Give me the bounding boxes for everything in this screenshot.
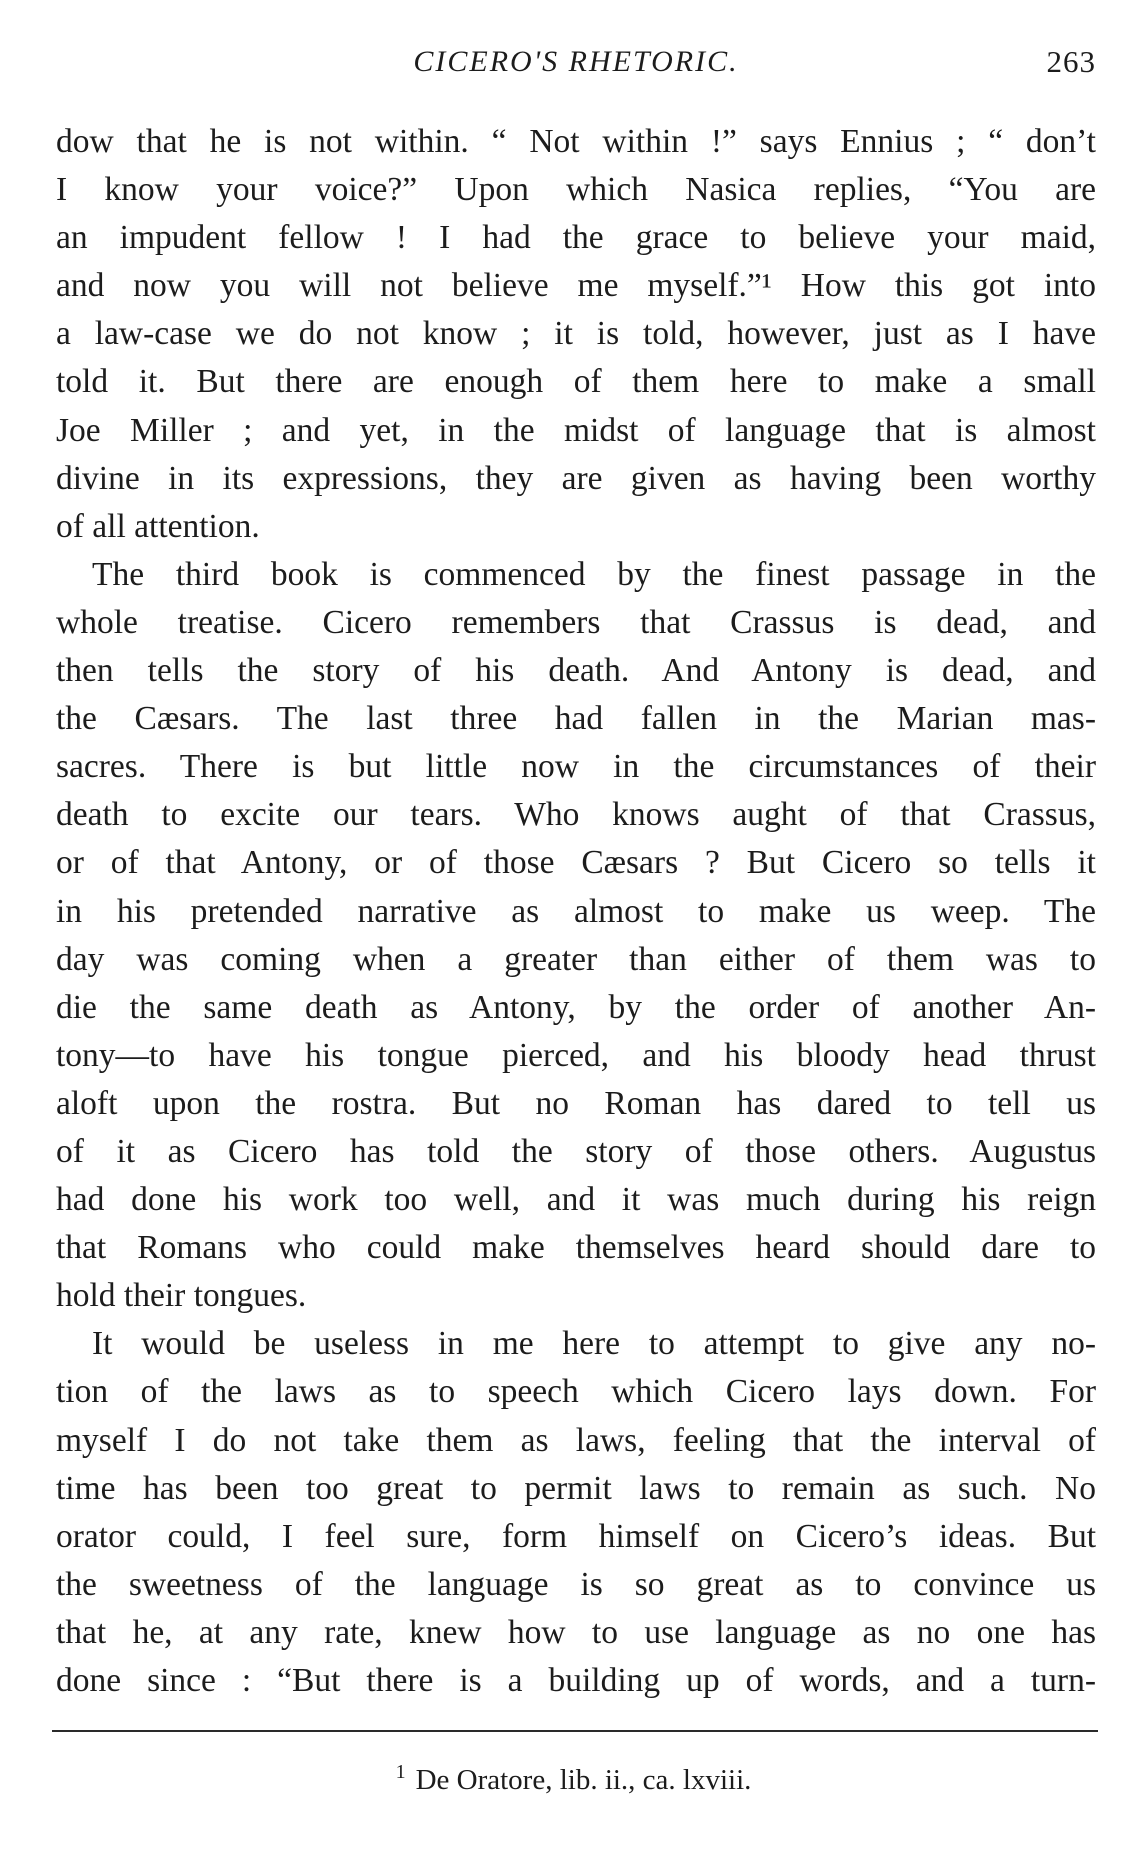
text-line: of all attention. — [56, 507, 260, 545]
text-line: that Romans who could make themselves heard should dare to — [56, 1229, 1096, 1267]
page-number: 263 — [1046, 44, 1096, 79]
text-line: then tells the story of his death. And Antony is dead, and — [56, 652, 1096, 690]
body-text — [56, 118, 1096, 1705]
text-line: time has been too great to permit laws to remain as such. No — [56, 1469, 1096, 1507]
text-line: hold their tongues. — [56, 1277, 307, 1315]
text-line: whole treatise. Cicero remembers that Crassus is dead, and — [56, 603, 1096, 641]
text-line: myself I do not take them as laws, feeling that the interval of — [56, 1421, 1096, 1459]
text-line: the sweetness of the language is so great as to convince us — [56, 1565, 1096, 1603]
text-line: of it as Cicero has told the story of those others. Augustus — [56, 1132, 1096, 1170]
text-line: I know your voice?” Upon which Nasica replies, “You are — [56, 171, 1096, 209]
text-line: day was coming when a greater than either of them was to — [56, 940, 1096, 978]
text-line: The third book is commenced by the finest passage in the — [92, 555, 1096, 593]
text-line: Joe Miller ; and yet, in the midst of language that is almost — [56, 411, 1096, 449]
text-line: tony—to have his tongue pierced, and his bloody head thrust — [56, 1036, 1096, 1074]
text-line: and now you will not believe me myself.”¹ How this got into — [56, 267, 1096, 305]
text-line: death to excite our tears. Who knows aught of that Crassus, — [56, 796, 1096, 834]
text-line: die the same death as Antony, by the order of another An- — [56, 988, 1096, 1026]
text-line: It would be useless in me here to attempt to give any no- — [92, 1325, 1096, 1363]
text-line: aloft upon the rostra. But no Roman has dared to tell us — [56, 1084, 1096, 1122]
text-line: an impudent fellow ! I had the grace to believe your maid, — [56, 219, 1096, 257]
footnote — [0, 1760, 1147, 1800]
footnote-marker: 1 — [395, 1761, 406, 1784]
text-line: had done his work too well, and it was much during his reign — [56, 1181, 1096, 1219]
text-line: or of that Antony, or of those Cæsars ? But Cicero so tells it — [56, 844, 1096, 882]
text-line: told it. But there are enough of them here to make a small — [56, 363, 1096, 401]
running-title: CICERO'S RHETORIC. — [413, 45, 739, 78]
footnote-text: De Oratore, lib. ii., ca. lxviii. — [415, 1764, 752, 1796]
text-line: tion of the laws as to speech which Cicero lays down. For — [56, 1373, 1096, 1411]
text-line: in his pretended narrative as almost to make us weep. The — [56, 892, 1096, 930]
text-line: a law-case we do not know ; it is told, however, just as I have — [56, 315, 1096, 353]
footnote-rule — [52, 1730, 1098, 1732]
text-line: divine in its expressions, they are given as having been worthy — [56, 459, 1096, 497]
text-line: the Cæsars. The last three had fallen in the Marian mas- — [56, 700, 1096, 738]
text-line: orator could, I feel sure, form himself on Cicero’s ideas. But — [56, 1517, 1096, 1555]
text-line: that he, at any rate, knew how to use language as no one has — [56, 1613, 1096, 1651]
text-line: dow that he is not within. “ Not within !” says Ennius ; “ don’t — [56, 123, 1096, 160]
running-head — [56, 40, 1096, 84]
text-line: done since : “But there is a building up of words, and a turn- — [56, 1662, 1096, 1699]
text-line: sacres. There is but little now in the circumstances of their — [56, 748, 1096, 786]
